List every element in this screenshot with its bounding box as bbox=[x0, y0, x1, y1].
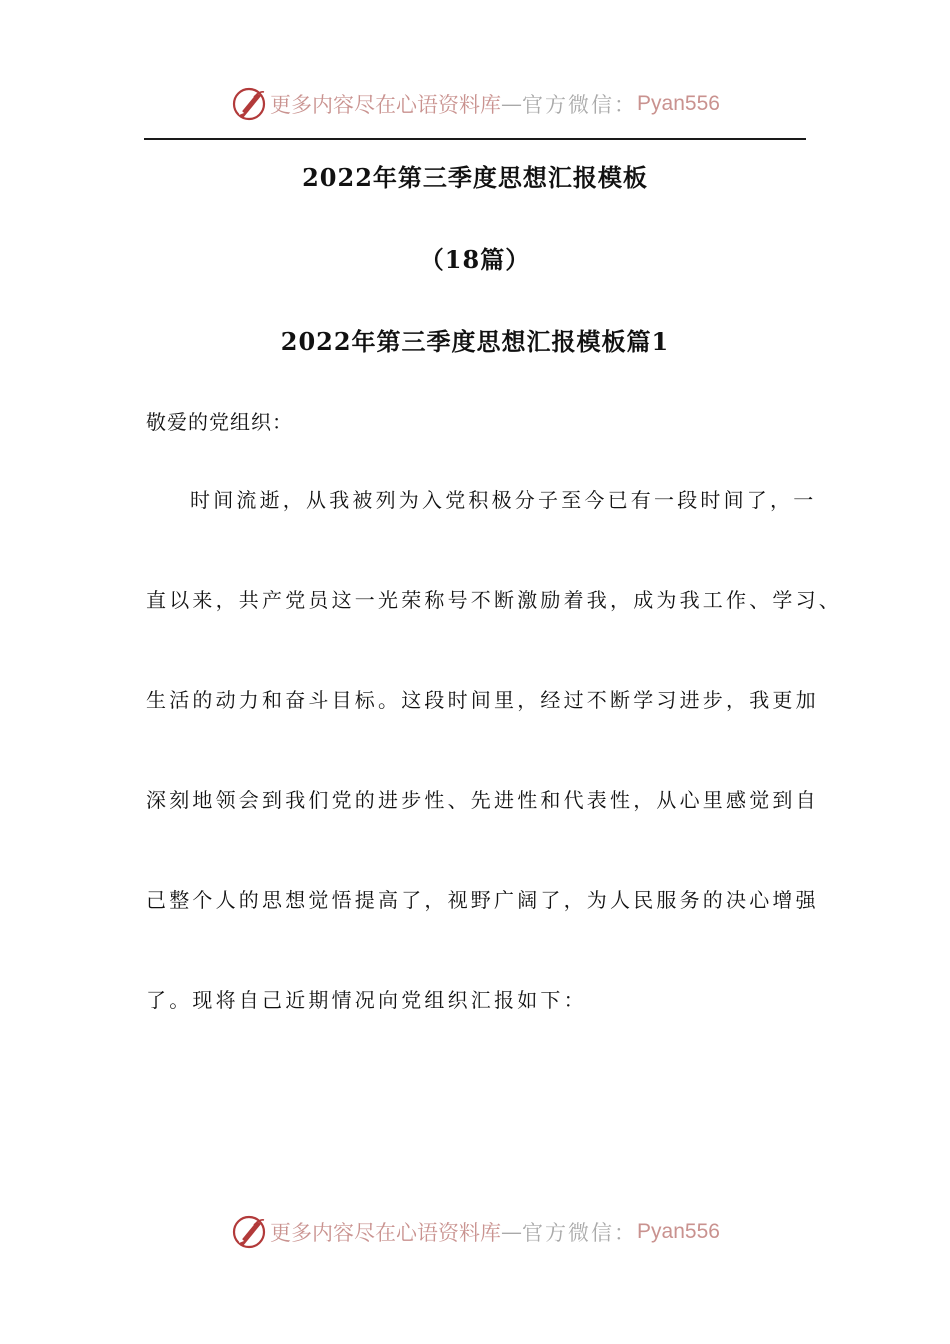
section-title: 2022年第三季度思想汇报模板篇1 bbox=[280, 327, 670, 356]
body-line: 深刻地领会到我们党的进步性、先进性和代表性，从心里感觉到自 bbox=[146, 788, 819, 812]
body-paragraph bbox=[146, 480, 842, 1080]
footer-banner bbox=[0, 1210, 950, 1254]
banner-slogan: 更多内容尽在心语资料库 bbox=[270, 1221, 502, 1245]
pen-logo-icon bbox=[230, 1213, 268, 1251]
body-line: 直以来，共产党员这一光荣称号不断激励着我，成为我工作、学习、 bbox=[146, 588, 842, 612]
wechat-label: 官方微信： bbox=[522, 1221, 638, 1245]
document-subtitle: （18篇） bbox=[419, 245, 531, 274]
banner-separator: — bbox=[501, 92, 523, 116]
header-banner bbox=[0, 82, 950, 126]
wechat-id: Pyan556 bbox=[637, 92, 720, 115]
pen-logo-icon bbox=[230, 85, 268, 123]
body-line: 己整个人的思想觉悟提高了，视野广阔了，为人民服务的决心增强 bbox=[146, 888, 819, 912]
header-divider bbox=[144, 138, 806, 140]
body-line: 生活的动力和奋斗目标。这段时间里，经过不断学习进步，我更加 bbox=[146, 688, 819, 712]
salutation: 敬爱的党组织： bbox=[146, 410, 293, 434]
banner-separator: — bbox=[501, 1220, 523, 1244]
banner-slogan: 更多内容尽在心语资料库 bbox=[270, 93, 502, 117]
document-title: 2022年第三季度思想汇报模板 bbox=[302, 163, 648, 192]
wechat-label: 官方微信： bbox=[522, 93, 638, 117]
wechat-id: Pyan556 bbox=[637, 1220, 720, 1243]
body-line: 时间流逝，从我被列为入党积极分子至今已有一段时间了，一 bbox=[190, 488, 817, 512]
body-line: 了。现将自己近期情况向党组织汇报如下： bbox=[146, 988, 587, 1012]
